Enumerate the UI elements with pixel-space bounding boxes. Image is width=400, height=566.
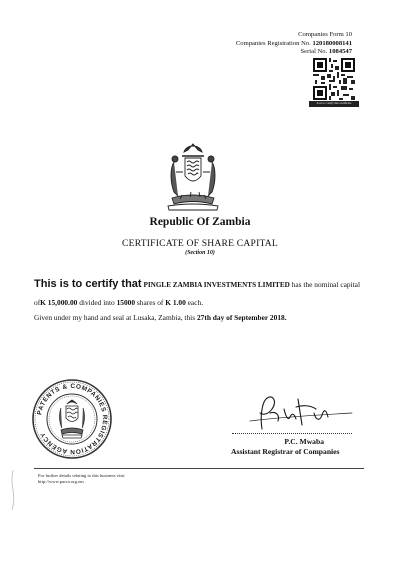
certificate-title: CERTIFICATE OF SHARE CAPITAL [122, 238, 278, 249]
margin-mark [10, 470, 16, 510]
coat-of-arms-icon [160, 142, 226, 212]
capital-line [34, 298, 364, 307]
signature-icon [240, 391, 360, 433]
footer-note [38, 473, 125, 485]
each-text: each. [187, 298, 204, 307]
issue-date: 27th day of September 2018. [196, 313, 287, 322]
seal-ring-text: PATENTS & COMPANIES REGISTRATION AGENCY [36, 382, 109, 456]
given-line [34, 313, 364, 322]
shares-of-text: shares of [136, 298, 164, 307]
share-count: 15000 [116, 298, 136, 307]
company-name: PINGLE ZAMBIA INVESTMENTS LIMITED [143, 281, 290, 289]
serial-number: 1084547 [328, 48, 352, 55]
section-reference: (Section 10) [185, 250, 215, 256]
form-label: Companies Form 10 [298, 31, 352, 38]
qr-caption: Scan to verify this certificate [309, 101, 359, 107]
signatory-title: Assistant Registrar of Companies [231, 447, 340, 456]
registration-label: Companies Registration No. [235, 39, 311, 47]
header-info [236, 31, 352, 57]
serial-line [236, 48, 352, 57]
registration-line [236, 40, 352, 49]
qr-code-icon[interactable] [313, 58, 355, 100]
certify-prefix: This is to certify that [34, 278, 142, 290]
given-prefix: Given under my hand and seal at Lusaka, Zambia, this [34, 313, 196, 322]
country-heading: Republic Of Zambia [149, 216, 251, 228]
registration-number: 120180008141 [312, 39, 352, 47]
share-value: K 1.00 [165, 298, 186, 307]
signature-line [232, 433, 352, 434]
divided-into-text: divided into [79, 298, 115, 307]
serial-label: Serial No. [300, 48, 328, 55]
footer-link[interactable]: http://www.pacra.org.zm [38, 479, 84, 484]
of-prefix: of [34, 298, 41, 307]
certify-line [34, 280, 364, 290]
signatory-name: P.C. Mwaba [284, 437, 324, 446]
capital-amount: K 15,000.00 [40, 298, 78, 307]
footer-line-1: For further details relating to this business visit [38, 473, 125, 478]
agency-seal-icon [31, 378, 113, 460]
footer-divider [34, 468, 364, 469]
certify-suffix: has the nominal capital [291, 280, 361, 289]
